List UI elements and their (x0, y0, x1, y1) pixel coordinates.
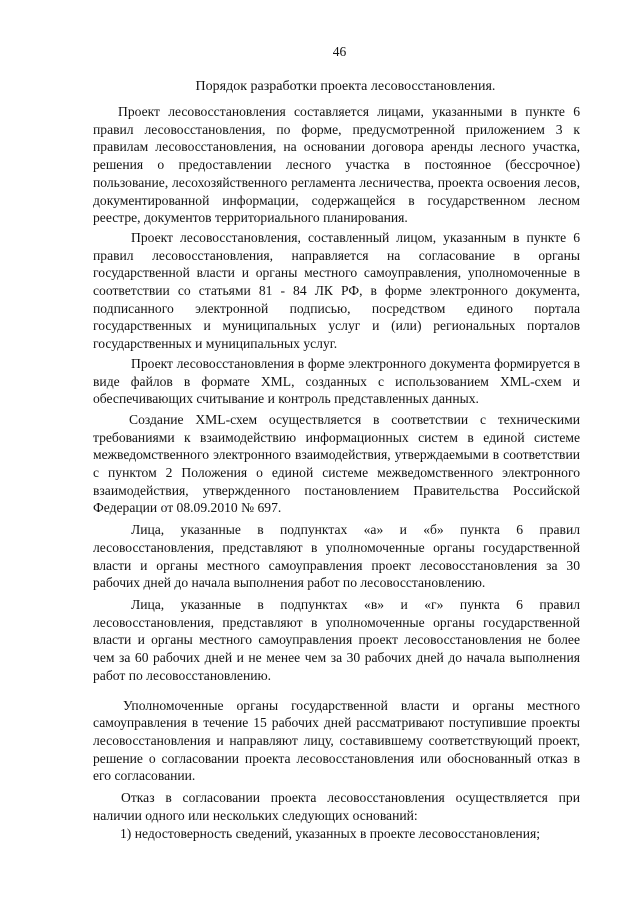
paragraph-2: Проект лесовосстановления, составленный лицом, указанным в пункте 6 правил лесовосстановления, направляется на согласование в органы государственной власти и органы местного самоуправления, уполномоченные в соответствии со статьями 81 - 84 ЛК РФ, в форме электронного документа, подписанного электронной подписью, посредством единого портала государственных и муниципальных услуг и (или) региональных порталов государственных и муниципальных услуг. (93, 229, 580, 352)
paragraph-7: Уполномоченные органы государственной власти и органы местного самоуправления в течение 15 рабочих дней рассматривают поступившие проекты лесовосстановления и направляют лицу, составившему соответствующий проект, решение о согласовании проекта лесовосстановления или обоснованный отказ в его согласовании. (93, 697, 580, 784)
paragraph-3: Проект лесовосстановления в форме электронного документа формируется в виде файлов в формате XML, созданных с использованием XML-схем и обеспечивающих считывание и контроль представленных данных. (93, 355, 580, 407)
paragraph-6: Лица, указанные в подпунктах «в» и «г» пункта 6 правил лесовосстановления, представляют в уполномоченные органы государственной власти и органы местного самоуправления проект лесовосстановления не более чем за 60 рабочих дней и не менее чем за 30 рабочих дней до начала выполнения работ по лесовосстановлению. (93, 596, 580, 683)
list-item-1: 1) недостоверность сведений, указанных в проекте лесовосстановления; (120, 826, 540, 842)
page-number: 46 (332, 44, 347, 59)
paragraph-8: Отказ в согласовании проекта лесовосстановления осуществляется при наличии одного или нескольких следующих оснований: (93, 790, 580, 823)
paragraph-5: Лица, указанные в подпунктах «а» и «б» пункта 6 правил лесовосстановления, представляют в уполномоченные органы государственной власти и органы местного самоуправления проект лесовосстановления за 30 рабочих дней до начала выполнения работ по лесовосстановлению. (93, 522, 580, 591)
section-title: Порядок разработки проекта лесовосстановления. (195, 79, 496, 94)
paragraph-1: Проект лесовосстановления составляется лицами, указанными в пункте 6 правил лесовосстановления, по форме, предусмотренной приложением 3 к правилам лесовосстановления, на основании договора аренды лесного участка, решения о предоставлении лесного участка в постоянное (бессрочное) пользование, лесохозяйственного регламента лесничества, проекта освоения лесов, документированной информации, содержащейся в государственном лесном реестре, документов территориального планирования. (93, 104, 580, 226)
paragraph-4: Создание XML-схем осуществляется в соответствии с техническими требованиями к взаимодействию информационных систем в единой системе межведомственного электронного взаимодействия, утверждаемыми в соответствии с пунктом 2 Положения о единой системе межведомственного электронного взаимодействия, утвержденного постановлением Правительства Российской Федерации от 08.09.2010 № 697. (93, 411, 580, 516)
